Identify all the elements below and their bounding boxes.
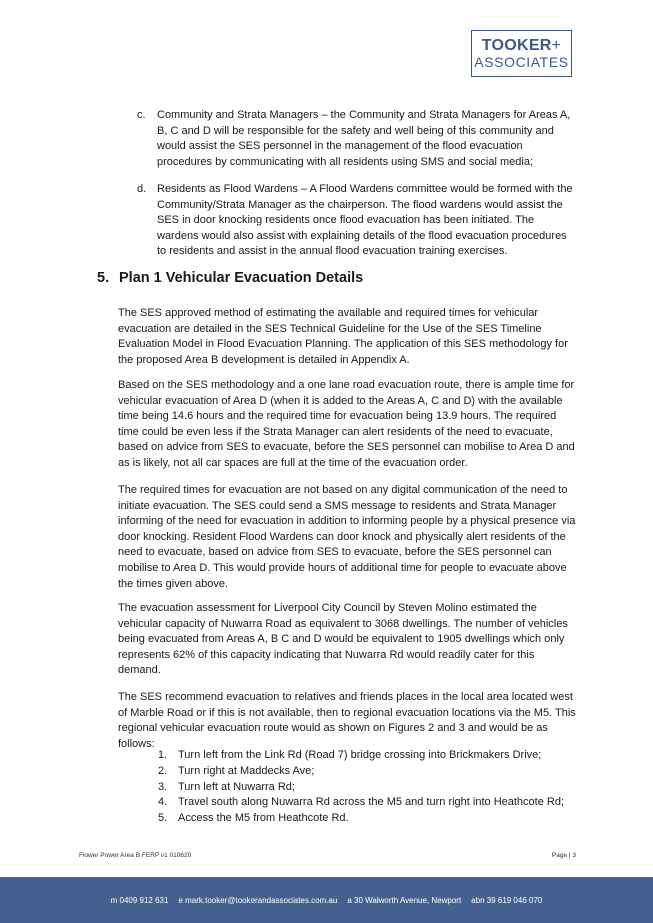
section-number: 5.	[97, 270, 110, 286]
step-number: 2.	[158, 764, 168, 777]
list-text: Residents as Flood Wardens – A Flood Wardens committee would be formed with the Community/Strata Manager as the chairperson. The flood wardens would assist the SES in door knocking residents once flood evacuation has been initiated. The wardens would also assist with explaining details of the flood evacuation procedures to residents and assist in the annual flood evacuation training exercises.	[157, 183, 573, 258]
route-step	[158, 748, 588, 764]
contact-email: e mark.tooker@tookerandassociates.com.au	[178, 895, 338, 905]
route-step	[158, 764, 588, 780]
step-text: Turn left from the Link Rd (Road 7) bridge crossing into Brickmakers Drive;	[178, 749, 542, 761]
step-text: Turn right at Maddecks Ave;	[178, 764, 315, 777]
step-number: 5.	[158, 812, 168, 825]
route-step	[158, 795, 588, 811]
paragraph: Based on the SES methodology and a one lane road evacuation route, there is ample time for vehicular evacuation of Area D (when it is added to the Areas A, C and D) with the available time being 14.6 hours and the required time for evacuation being 13.9 hours. The required time could be even less if the Strata Manager can alert residents of the need to evacuate, based on advice from SES to evacuate, before the SES personnel can mobilise to Area D and as is likely, not all car spaces are full at the time of the evacuation order.	[118, 379, 575, 469]
contact-abn: abn 39 619 046 070	[471, 895, 543, 905]
step-text: Travel south along Nuwarra Rd across the M5 and turn right into Heathcote Rd;	[178, 796, 565, 809]
contact-footer-bar	[0, 877, 653, 923]
step-text: Turn left at Nuwarra Rd;	[178, 780, 295, 793]
list-marker: c.	[137, 109, 146, 121]
list-text: Community and Strata Managers – the Community and Strata Managers for Areas A, B, C and D will be responsible for the safety and well being of this community and would assist the SES personnel in the management of the flood evacuation procedures by communicating with all residents using SMS and social media;	[157, 109, 571, 168]
list-marker: d.	[137, 183, 147, 195]
step-number: 1.	[158, 749, 168, 761]
step-text: Access the M5 from Heathcote Rd.	[178, 812, 349, 825]
contact-mobile: m 0409 912 631	[110, 895, 169, 905]
step-number: 3.	[158, 780, 168, 793]
route-steps	[158, 748, 588, 827]
logo-plus: +	[551, 37, 562, 54]
logo-line1: TOOKER	[481, 37, 552, 54]
section-heading	[97, 270, 363, 286]
document-reference: Flower Power Area B FERP v1 010620	[79, 852, 192, 859]
route-step	[158, 780, 588, 796]
paragraph: The evacuation assessment for Liverpool City Council by Steven Molino estimated the vehicular capacity of Nuwarra Road as equivalent to 3068 dwellings. The number of vehicles being evacuated from Areas A, B C and D would be equivalent to 1905 dwellings which only represents 62% of this capacity indicating that Nuwarra Rd would readily cater for this demand.	[118, 602, 568, 677]
section-title: Plan 1 Vehicular Evacuation Details	[119, 270, 364, 286]
company-logo	[471, 30, 572, 77]
logo-line2: ASSOCIATES	[474, 54, 569, 70]
contact-address: a 30 Walworth Avenue, Newport	[347, 895, 462, 905]
page-number: Page | 3	[551, 852, 576, 859]
paragraph: The SES recommend evacuation to relatives and friends places in the local area located west of Marble Road or if this is not available, then to regional evacuation locations via the M5. This regional vehicular evacuation route would as shown on Figures 2 and 3 and would be as follows:	[118, 691, 576, 750]
route-step	[158, 811, 588, 827]
step-number: 4.	[158, 796, 168, 809]
paragraph: The required times for evacuation are not based on any digital communication of the need to initiate evacuation. The SES could send a SMS message to residents and Strata Manager informing of the need for evacuation in addition to informing people by a physical presence via door knocking. Resident Flood Wardens can door knock and physically alert residents of the need to evacuate, based on advice from SES to evacuate, before the SES personnel can mobilise to Area D. This would provide hours of additional time for people to evacuate above the times given above.	[118, 484, 576, 590]
paragraph: The SES approved method of estimating the available and required times for vehicular evacuation are detailed in the SES Technical Guideline for the Use of the SES Timeline Evaluation Model in Flood Evacuation Planning. The application of this SES methodology for the proposed Area B development is detailed in Appendix A.	[118, 307, 568, 366]
